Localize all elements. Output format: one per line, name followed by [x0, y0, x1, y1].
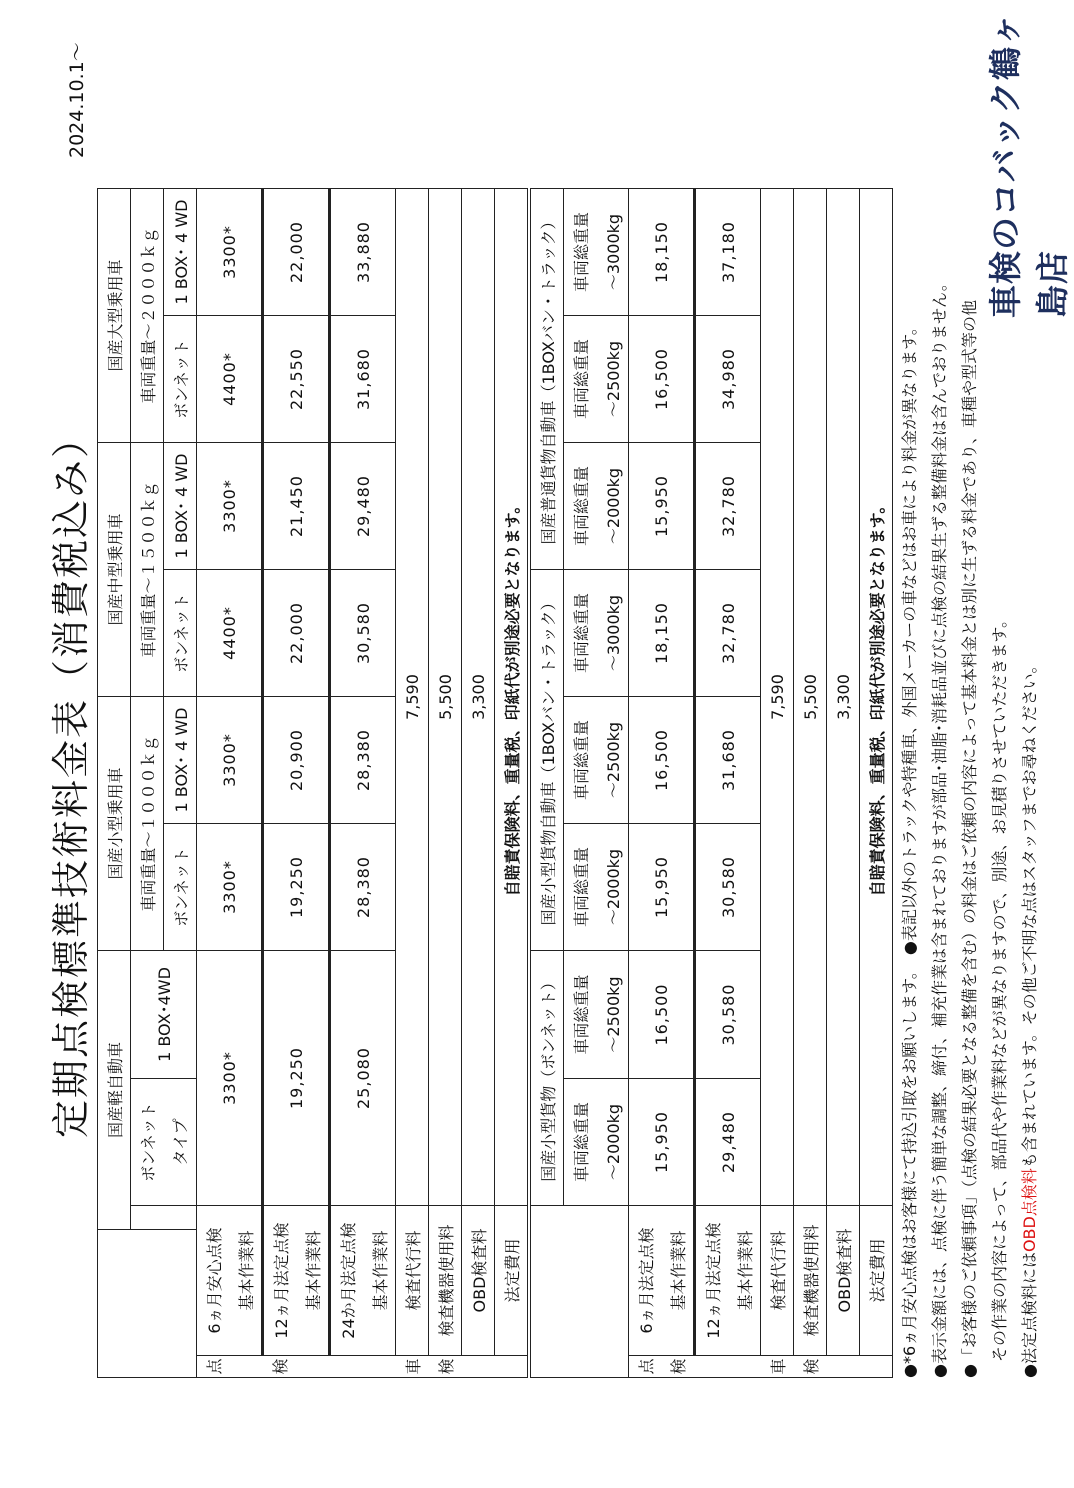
blank — [495, 1356, 528, 1378]
price-cell: 3300* — [197, 189, 263, 316]
note-line: ●「お客様のご依頼事項」（点検の結果必要となる整備を含む）の料金はご依頼の内容によって基本料金とは別に生ずる料金であり、車種や型式等の他 — [960, 300, 979, 1378]
price-cell: 20,900 — [263, 697, 330, 824]
blank — [695, 1356, 729, 1378]
price-cell: 3300* — [197, 824, 263, 951]
col-header-weight: ～2500kg — [596, 697, 629, 824]
note-text: も含まれています。その他ご不明な点はスタッフまでお尋ねください。 — [1020, 657, 1039, 1169]
row-label-12m: 12ヵ月法定点検 — [695, 1206, 729, 1356]
effective-date: 2024.10.1～ — [66, 42, 88, 158]
price-cell: 29,480 — [330, 443, 396, 570]
row-label-legal: 法定費用 — [860, 1206, 893, 1356]
price-cell: 37,180 — [695, 189, 761, 316]
price-cell: 30,580 — [695, 824, 761, 951]
row-sublabel: 基本作業料 — [296, 1206, 330, 1356]
col-header-weight: ～2000kg — [596, 824, 629, 951]
legal-fee-note: 自賠責保険料、重量税、印紙代が別途必要となります。 — [495, 189, 528, 1206]
price-cell: 4400* — [197, 570, 263, 697]
col-header-gvw: 車両総重量 — [564, 316, 597, 443]
passenger-car-price-table — [97, 188, 528, 1378]
price-cell: 25,080 — [330, 951, 396, 1206]
row-label-agency: 検査代行料 — [761, 1206, 794, 1356]
price-cell: 3300* — [197, 697, 263, 824]
section-char-ten: 点 — [629, 1356, 662, 1378]
col-header-weight: ～3000kg — [596, 189, 629, 316]
price-cell: 30,580 — [695, 951, 761, 1079]
col-header: ボンネット — [164, 570, 197, 697]
row-label-6m: 6ヵ月法定点検 — [629, 1206, 662, 1356]
blank — [229, 1356, 263, 1378]
price-cell: 28,380 — [330, 697, 396, 824]
price-cell: 21,450 — [263, 443, 330, 570]
kei-bonnet-line2: タイプ — [164, 1079, 197, 1206]
col-header: 1 BOX･ 4 WD — [164, 697, 197, 824]
price-cell: 19,250 — [263, 951, 330, 1206]
equipment-fee: 5,500 — [429, 189, 462, 1206]
agency-fee: 7,590 — [396, 189, 429, 1206]
row-label-6m: 6ヵ月安心点検 — [197, 1206, 230, 1356]
price-cell: 18,150 — [629, 189, 695, 316]
group-small: 国産小型乗用車 — [98, 697, 131, 951]
weight-small: 車両重量～１０００ｋｇ — [131, 697, 164, 951]
row-label-obd: OBD検査料 — [462, 1206, 495, 1356]
blank — [860, 1356, 893, 1378]
section-char-ken: 検 — [429, 1356, 462, 1378]
note-line: その作業の内容によって、部品代や作業料などが異なりますので、別途、お見積りさせていただきます。 — [990, 611, 1009, 1378]
price-cell: 15,950 — [629, 1079, 695, 1206]
price-cell: 33,880 — [330, 189, 396, 316]
freight-price-table — [530, 188, 893, 1378]
col-header-weight: ～3000kg — [596, 570, 629, 697]
price-cell: 3300* — [197, 443, 263, 570]
weight-medium: 車両重量～１５００ｋｇ — [131, 443, 164, 697]
blank — [728, 1356, 761, 1378]
legal-fee-note: 自賠責保険料、重量税、印紙代が別途必要となります。 — [860, 189, 893, 1206]
group-large: 国産大型乗用車 — [98, 189, 131, 443]
blank — [296, 1356, 330, 1378]
section-char-ken: 検 — [263, 1356, 297, 1378]
col-header-weight: ～2000kg — [596, 1079, 629, 1206]
price-cell: 28,380 — [330, 824, 396, 951]
col-header-gvw: 車両総重量 — [564, 570, 597, 697]
section-char-ken: 検 — [794, 1356, 827, 1378]
group-kei: 国産軽自動車 — [98, 951, 131, 1230]
row-sublabel: 基本作業料 — [728, 1206, 761, 1356]
col-header: ボンネット — [164, 316, 197, 443]
col-header-weight: ～2500kg — [596, 316, 629, 443]
price-cell: 18,150 — [629, 570, 695, 697]
group-regular-freight-1box: 国産普通貨物自動車（1BOXバン・トラック） — [531, 189, 564, 570]
row-label-12m: 12ヵ月法定点検 — [263, 1206, 297, 1356]
row-label-equipment: 検査機器使用料 — [429, 1206, 462, 1356]
price-cell: 22,000 — [263, 570, 330, 697]
header-blank — [98, 1230, 197, 1378]
price-cell: 16,500 — [629, 316, 695, 443]
price-cell: 31,680 — [695, 697, 761, 824]
col-header-gvw: 車両総重量 — [564, 824, 597, 951]
obd-fee: 3,300 — [462, 189, 495, 1206]
col-header-gvw: 車両総重量 — [564, 189, 597, 316]
row-label-24m: 24か月法定点検 — [330, 1206, 364, 1356]
blank — [827, 1356, 860, 1378]
row-sublabel: 基本作業料 — [363, 1206, 396, 1356]
col-header-weight: ～2000kg — [596, 443, 629, 570]
blank — [330, 1356, 364, 1378]
col-header-gvw: 車両総重量 — [564, 443, 597, 570]
price-cell: 31,680 — [330, 316, 396, 443]
kei-1box-header: 1 BOX･4WD — [131, 951, 197, 1079]
col-header: 1 BOX･ 4 WD — [164, 189, 197, 316]
agency-fee: 7,590 — [761, 189, 794, 1206]
section-char-ten: 点 — [197, 1356, 230, 1378]
group-medium: 国産中型乗用車 — [98, 443, 131, 697]
price-cell: 3300* — [197, 951, 263, 1206]
price-cell: 32,780 — [695, 570, 761, 697]
row-sublabel: 基本作業料 — [661, 1206, 695, 1356]
weight-large: 車両重量～２０００ｋｇ — [131, 189, 164, 443]
section-char-ken: 検 — [661, 1356, 695, 1378]
group-small-freight-1box: 国産小型貨物自動車（1BOXバン・トラック） — [531, 570, 564, 951]
obd-fee: 3,300 — [827, 189, 860, 1206]
price-cell: 15,950 — [629, 443, 695, 570]
row-sublabel: 基本作業料 — [229, 1206, 263, 1356]
col-header-gvw: 車両総重量 — [564, 1079, 597, 1206]
price-cell: 16,500 — [629, 697, 695, 824]
price-cell: 4400* — [197, 316, 263, 443]
kei-bonnet-line1: ボンネット — [131, 1079, 164, 1206]
price-cell: 19,250 — [263, 824, 330, 951]
section-char-sha: 車 — [761, 1356, 794, 1378]
price-cell: 29,480 — [695, 1079, 761, 1206]
note-line: ●*6ヵ月安心点検はお客様にて持込引取をお願いします。 ●表記以外のトラックや特種車、外国メーカーの車などはお車により料金が異なります。 — [900, 319, 919, 1378]
col-header: ボンネット — [164, 824, 197, 951]
equipment-fee: 5,500 — [794, 189, 827, 1206]
header-blank — [531, 1206, 629, 1378]
price-cell: 30,580 — [330, 570, 396, 697]
group-small-freight-bonnet: 国産小型貨物（ボンネット） — [531, 951, 564, 1206]
price-cell: 22,550 — [263, 316, 330, 443]
note-text: ●法定点検料には — [1020, 1252, 1039, 1378]
note-highlight: OBD点検料 — [1020, 1168, 1039, 1253]
blank — [462, 1356, 495, 1378]
price-cell: 32,780 — [695, 443, 761, 570]
blank — [131, 1206, 197, 1230]
row-label-equipment: 検査機器使用料 — [794, 1206, 827, 1356]
col-header-gvw: 車両総重量 — [564, 951, 597, 1079]
col-header-gvw: 車両総重量 — [564, 697, 597, 824]
price-cell: 22,000 — [263, 189, 330, 316]
row-label-obd: OBD検査料 — [827, 1206, 860, 1356]
blank — [363, 1356, 396, 1378]
col-header-weight: ～2500kg — [596, 951, 629, 1079]
price-cell: 16,500 — [629, 951, 695, 1079]
section-char-sha: 車 — [396, 1356, 429, 1378]
row-label-legal: 法定費用 — [495, 1206, 528, 1356]
price-cell: 34,980 — [695, 316, 761, 443]
shop-name: 車検のコバック鶴ヶ島店 — [986, 12, 1072, 318]
page-title: 定期点検標準技術料金表（消費税込み） — [49, 417, 93, 1138]
price-cell: 15,950 — [629, 824, 695, 951]
row-label-agency: 検査代行料 — [396, 1206, 429, 1356]
col-header: 1 BOX･ 4 WD — [164, 443, 197, 570]
note-line: ●表示金額には、点検に伴う簡単な調整、締付、補充作業は含まれておりますが部品･油脂･消耗品並びに点検の結果生ずる整備料金は含んでおりません。 — [930, 275, 949, 1378]
